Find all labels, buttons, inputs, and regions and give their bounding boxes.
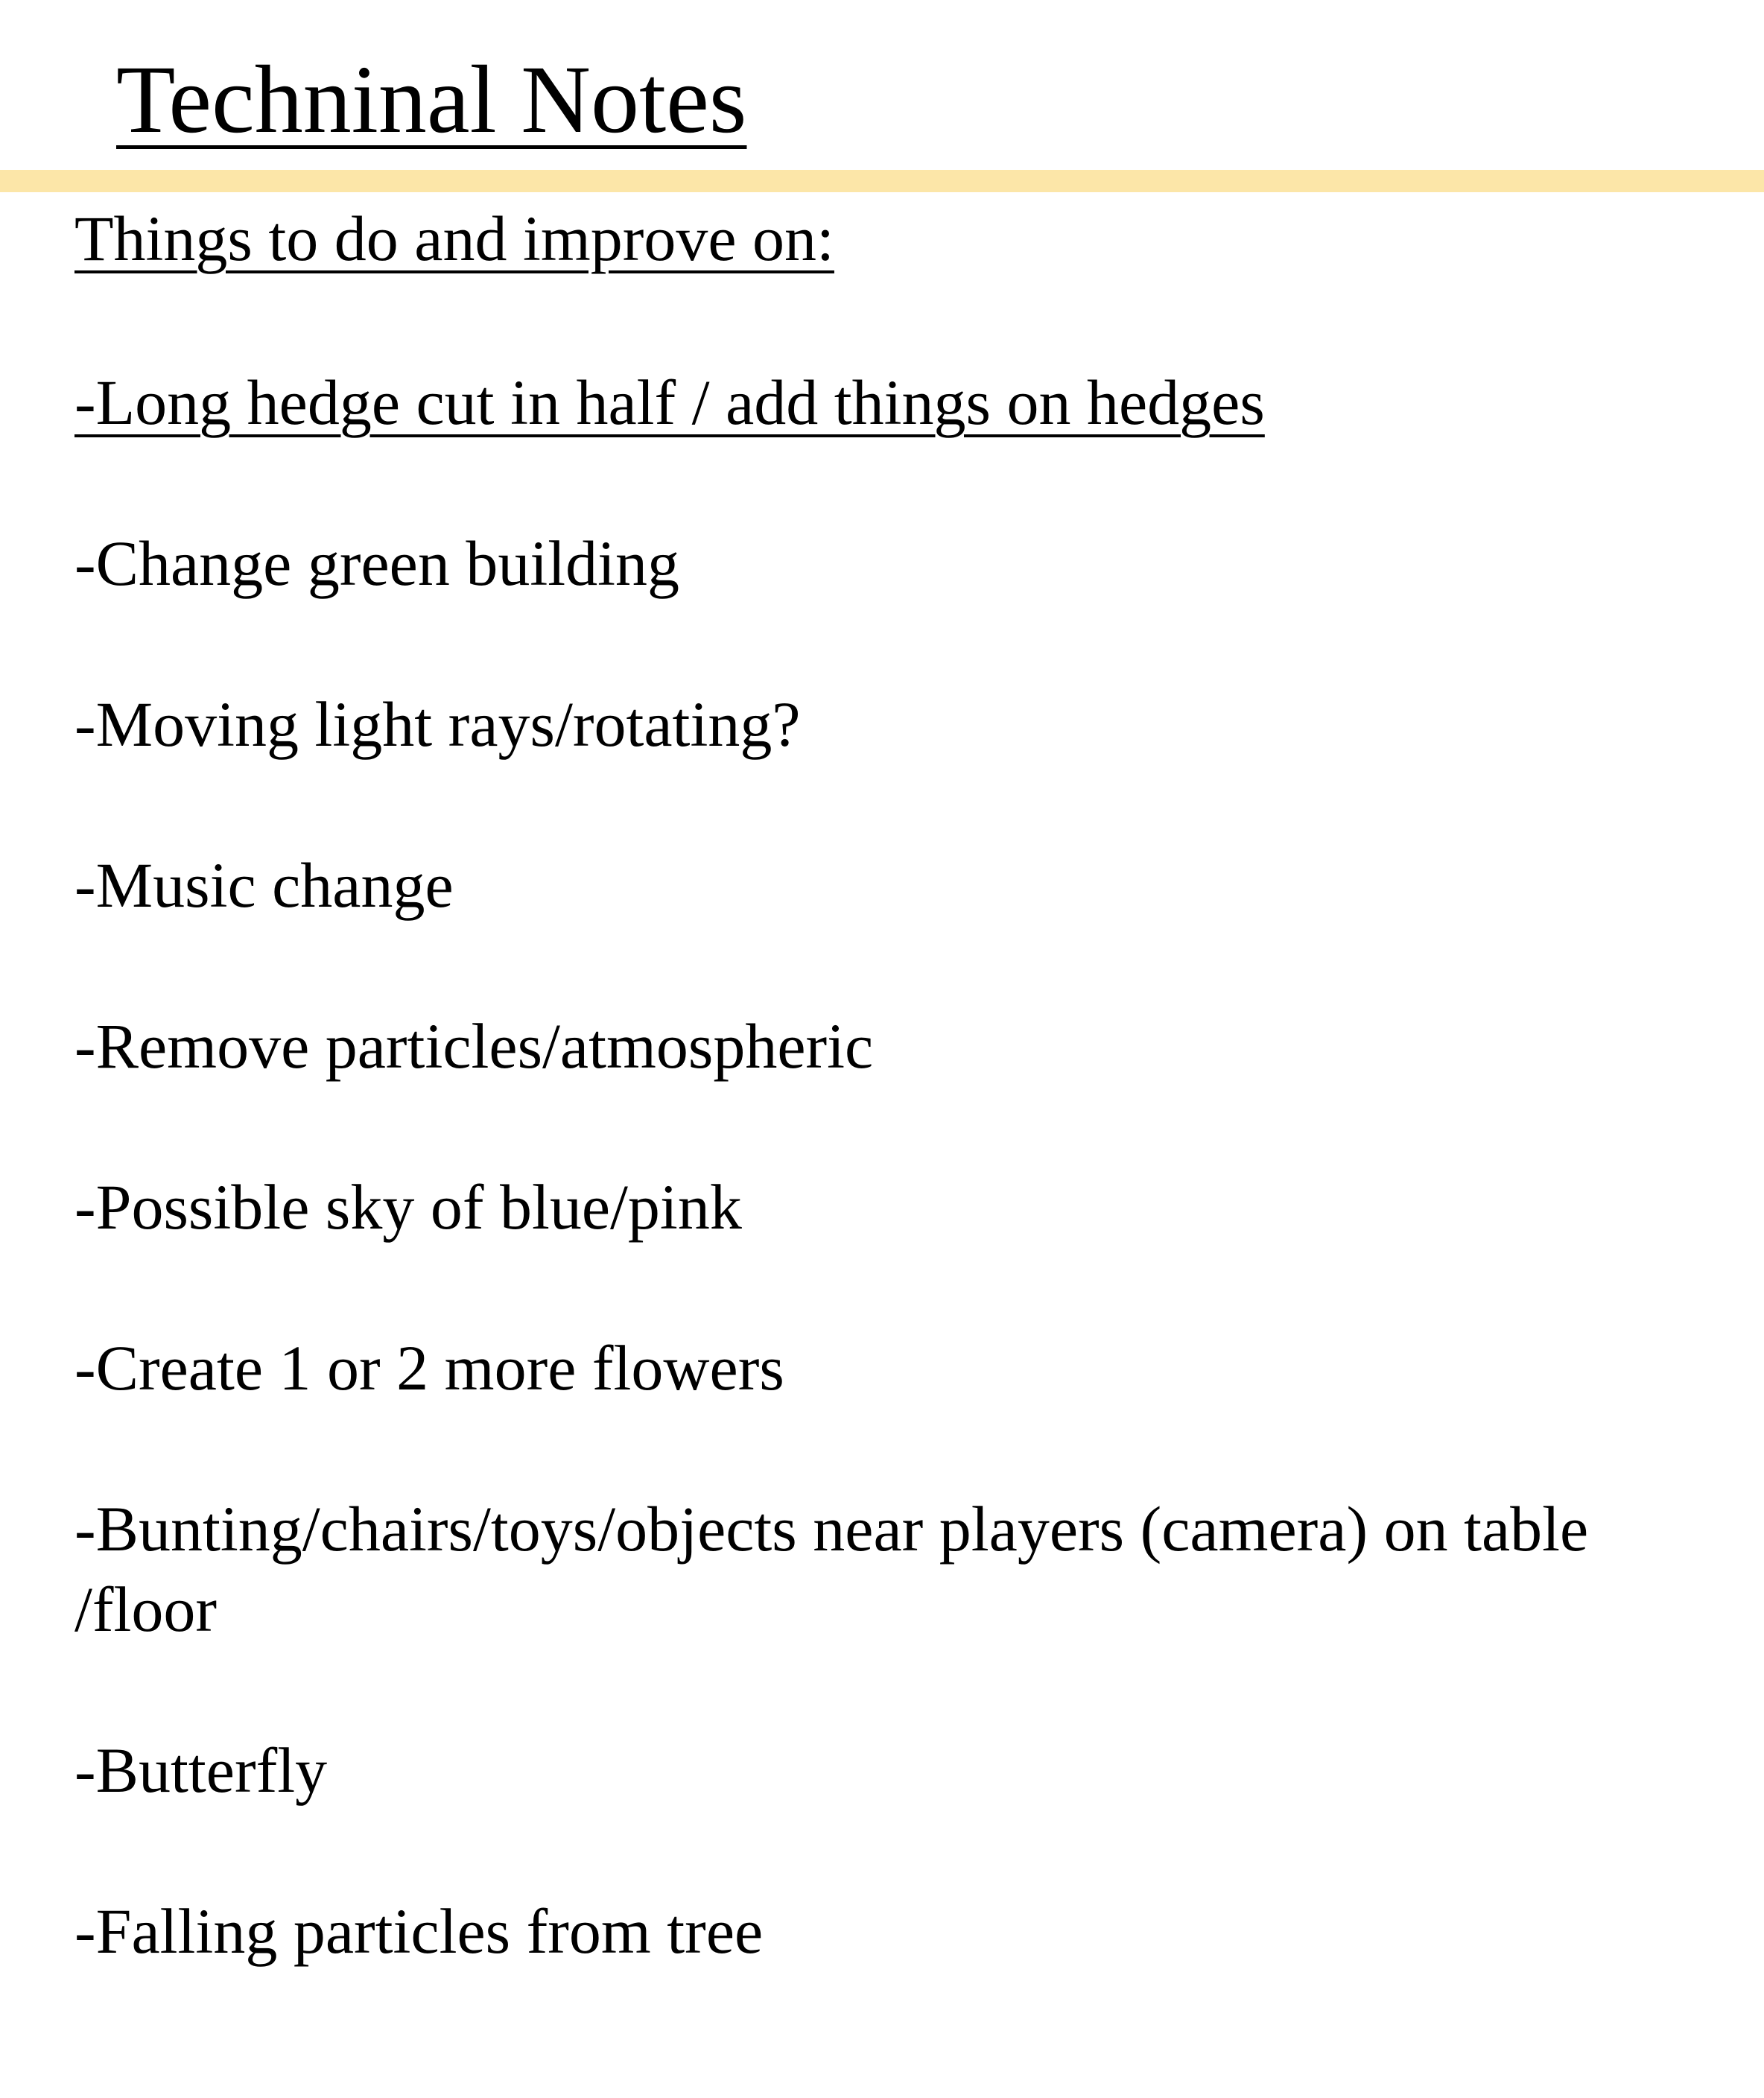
todo-item: -Possible sky of blue/pink [74, 1171, 742, 1243]
todo-item: -Bunting/chairs/toys/objects near players (camera) on table /floor [74, 1493, 1589, 1645]
slide-body [74, 201, 1728, 2052]
todo-item: -Change green building [74, 527, 680, 599]
slide-title: Techninal Notes [116, 46, 747, 153]
accent-divider [0, 170, 1764, 192]
section-heading: Things to do and improve on: [74, 203, 834, 274]
todo-item: -Music change [74, 849, 454, 921]
todo-item: -Moving light rays/rotating? [74, 688, 801, 760]
todo-item: -Butterfly [74, 1734, 328, 1806]
todo-item: -Long hedge cut in half / add things on hedges [74, 367, 1265, 438]
todo-item: -Remove particles/atmospheric [74, 1010, 874, 1082]
todo-item: -Falling particles from tree [74, 1895, 764, 1967]
todo-item: -Create 1 or 2 more flowers [74, 1332, 784, 1404]
todo-list [74, 362, 1728, 1971]
